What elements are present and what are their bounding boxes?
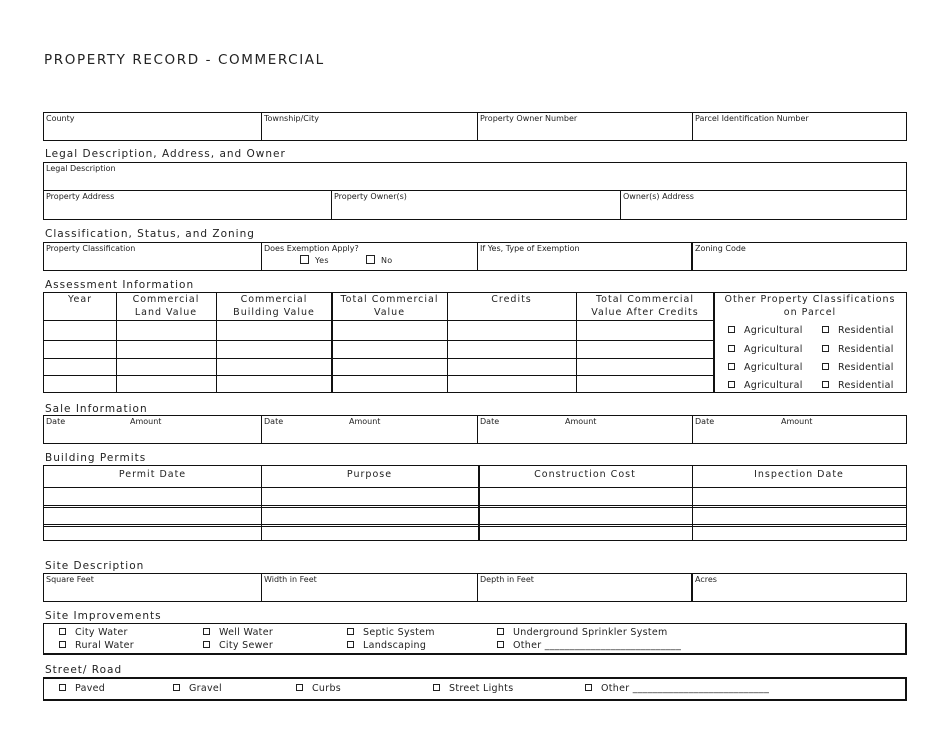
sale-box — [43, 415, 907, 444]
classification-heading: Classification, Status, and Zoning — [45, 228, 255, 240]
improvements-other-option[interactable]: Other ___________________________ — [497, 640, 681, 651]
rural-water-option[interactable]: Rural Water — [59, 640, 134, 651]
checkbox-icon[interactable] — [59, 684, 66, 691]
sale-field-2[interactable]: Date Amount — [264, 417, 381, 426]
property-address-label: Property Address — [46, 192, 115, 201]
owners-field[interactable] — [332, 191, 620, 219]
gravel-option[interactable]: Gravel — [173, 683, 222, 694]
street-heading: Street/ Road — [45, 664, 123, 676]
legal-description-field[interactable] — [44, 163, 906, 190]
square-feet-field[interactable]: Square Feet — [46, 575, 94, 584]
township-label: Township/City — [264, 114, 319, 123]
owners-address-field[interactable] — [621, 191, 906, 219]
checkbox-icon[interactable] — [497, 641, 504, 648]
paved-option[interactable]: Paved — [59, 683, 105, 694]
owners-label: Property Owner(s) — [334, 192, 407, 201]
assessment-col-after-credits: Total Commercial Value After Credits — [591, 294, 699, 318]
street-box — [43, 677, 907, 701]
assessment-col-building: Commercial Building Value — [233, 294, 315, 318]
checkbox-icon[interactable] — [728, 363, 735, 370]
permits-heading: Building Permits — [45, 452, 147, 464]
top-fields-box — [43, 112, 907, 141]
assessment-heading: Assessment Information — [45, 279, 195, 291]
street-other-option[interactable]: Other ___________________________ — [585, 683, 769, 694]
exemption-type-label: If Yes, Type of Exemption — [480, 244, 580, 253]
permit-col-inspection: Inspection Date — [754, 469, 844, 480]
checkbox-icon[interactable] — [728, 326, 735, 333]
site-description-heading: Site Description — [45, 560, 145, 572]
no-label: No — [381, 256, 393, 265]
legal-box — [43, 162, 907, 220]
checkbox-icon[interactable] — [59, 641, 66, 648]
permits-table — [43, 465, 907, 541]
checkbox-icon[interactable] — [203, 641, 210, 648]
sale-field-3[interactable]: Date Amount — [480, 417, 597, 426]
classification-box — [43, 242, 907, 271]
landscaping-option[interactable]: Landscaping — [347, 640, 426, 651]
checkbox-icon[interactable] — [366, 255, 375, 264]
sale-heading: Sale Information — [45, 403, 148, 415]
sale-field-4[interactable]: Date Amount — [695, 417, 813, 426]
acres-field[interactable]: Acres — [695, 575, 717, 584]
checkbox-icon[interactable] — [433, 684, 440, 691]
county-label: County — [46, 114, 75, 123]
other-class-residential-4[interactable]: Residential — [822, 380, 894, 391]
other-class-agricultural-3[interactable]: Agricultural — [728, 362, 803, 373]
other-class-residential-1[interactable]: Residential — [822, 325, 894, 336]
exemption-question-label: Does Exemption Apply? — [264, 244, 359, 253]
other-class-residential-3[interactable]: Residential — [822, 362, 894, 373]
checkbox-icon[interactable] — [203, 628, 210, 635]
checkbox-icon[interactable] — [300, 255, 309, 264]
checkbox-icon[interactable] — [173, 684, 180, 691]
septic-system-option[interactable]: Septic System — [347, 627, 435, 638]
parcel-id-label: Parcel Identification Number — [695, 114, 809, 123]
county-field[interactable] — [44, 113, 261, 140]
checkbox-icon[interactable] — [347, 641, 354, 648]
property-address-field[interactable] — [44, 191, 331, 219]
other-class-agricultural-1[interactable]: Agricultural — [728, 325, 803, 336]
checkbox-icon[interactable] — [728, 381, 735, 388]
street-lights-option[interactable]: Street Lights — [433, 683, 513, 694]
checkbox-icon[interactable] — [822, 381, 829, 388]
checkbox-icon[interactable] — [59, 628, 66, 635]
exemption-type-field[interactable] — [478, 243, 692, 270]
checkbox-icon[interactable] — [822, 345, 829, 352]
sprinkler-option[interactable]: Underground Sprinkler System — [497, 627, 668, 638]
checkbox-icon[interactable] — [822, 326, 829, 333]
parcel-id-field[interactable] — [693, 113, 906, 140]
assessment-table — [43, 292, 907, 393]
permit-col-date: Permit Date — [118, 469, 187, 480]
assessment-col-year: Year — [67, 294, 93, 305]
assessment-col-other: Other Property Classifications on Parcel — [724, 294, 896, 318]
city-water-option[interactable]: City Water — [59, 627, 128, 638]
property-classification-field[interactable] — [44, 243, 261, 270]
site-description-box — [43, 573, 907, 602]
well-water-option[interactable]: Well Water — [203, 627, 273, 638]
assessment-col-land: Commercial Land Value — [132, 294, 200, 318]
other-class-agricultural-4[interactable]: Agricultural — [728, 380, 803, 391]
township-field[interactable] — [262, 113, 477, 140]
owners-address-label: Owner(s) Address — [623, 192, 694, 201]
zoning-field[interactable] — [693, 243, 906, 270]
permit-col-cost: Construction Cost — [534, 469, 636, 480]
property-classification-label: Property Classification — [46, 244, 136, 253]
assessment-col-credits: Credits — [491, 294, 532, 305]
checkbox-icon[interactable] — [347, 628, 354, 635]
checkbox-icon[interactable] — [497, 628, 504, 635]
checkbox-icon[interactable] — [822, 363, 829, 370]
legal-heading: Legal Description, Address, and Owner — [45, 148, 286, 160]
assessment-col-total: Total Commercial Value — [340, 294, 439, 318]
yes-label: Yes — [315, 256, 329, 265]
checkbox-icon[interactable] — [728, 345, 735, 352]
owner-number-label: Property Owner Number — [480, 114, 578, 123]
checkbox-icon[interactable] — [585, 684, 592, 691]
curbs-option[interactable]: Curbs — [296, 683, 341, 694]
zoning-label: Zoning Code — [695, 244, 746, 253]
exemption-yes-option[interactable] — [300, 256, 329, 265]
site-improvements-heading: Site Improvements — [45, 610, 162, 622]
city-sewer-option[interactable]: City Sewer — [203, 640, 273, 651]
width-field[interactable]: Width in Feet — [264, 575, 317, 584]
legal-description-label: Legal Description — [46, 164, 116, 173]
other-class-residential-2[interactable]: Residential — [822, 344, 894, 355]
sale-field-1[interactable]: Date Amount — [46, 417, 162, 426]
site-improvements-box — [43, 623, 907, 655]
permit-col-purpose: Purpose — [346, 469, 393, 480]
page-title: PROPERTY RECORD - COMMERCIAL — [44, 52, 325, 68]
other-class-agricultural-2[interactable]: Agricultural — [728, 344, 803, 355]
exemption-no-option[interactable] — [366, 256, 392, 265]
checkbox-icon[interactable] — [296, 684, 303, 691]
depth-field[interactable]: Depth in Feet — [480, 575, 534, 584]
owner-number-field[interactable] — [478, 113, 692, 140]
